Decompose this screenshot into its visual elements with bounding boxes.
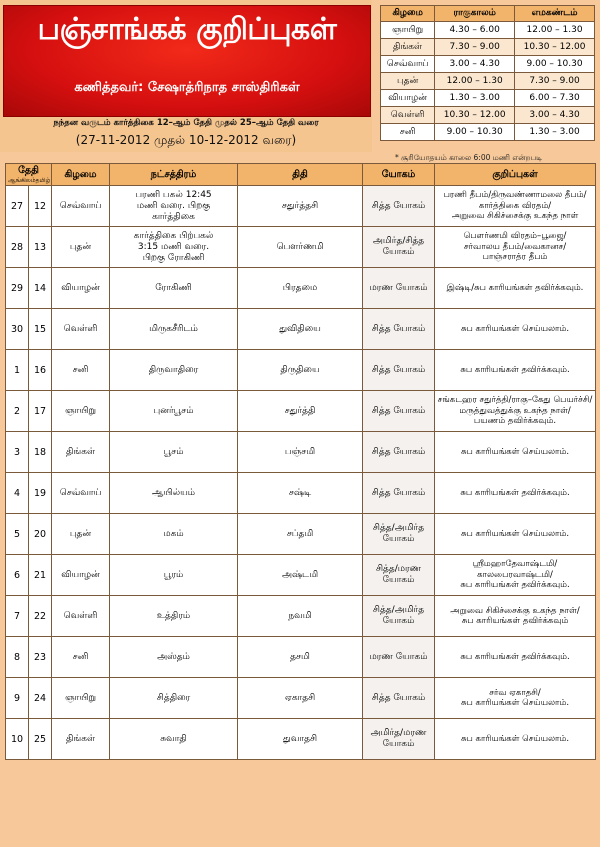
cell-star: உத்திரம் bbox=[110, 596, 238, 637]
cell-tam: 23 bbox=[29, 637, 52, 678]
cell-eng: 5 bbox=[6, 514, 29, 555]
cell-yogam: மரண யோகம் bbox=[363, 268, 435, 309]
rahu-cell-day: ஞாயிறு bbox=[381, 22, 435, 39]
cell-notes: ஸ்ரீமஹாதேவாஷ்டமி/காலபைரவாஷ்டமி/ சுப காரியங்கள் தவிர்க்கவும். bbox=[435, 555, 596, 596]
rahu-cell-day: வியாழன் bbox=[381, 90, 435, 107]
cell-yogam: சித்த யோகம் bbox=[363, 432, 435, 473]
cell-tam: 20 bbox=[29, 514, 52, 555]
cell-tam: 16 bbox=[29, 350, 52, 391]
cell-notes: பௌர்ணமி விரதம்–பூஜை/ சர்வாலய தீபம்/வைகானச/ பாஞ்சராத்ர தீபம் bbox=[435, 227, 596, 268]
cell-eng: 27 bbox=[6, 186, 29, 227]
cell-eng: 29 bbox=[6, 268, 29, 309]
cell-yogam: சித்த யோகம் bbox=[363, 678, 435, 719]
table-row bbox=[6, 637, 596, 678]
rahu-kalam-table bbox=[380, 5, 595, 141]
rahu-row bbox=[381, 90, 595, 107]
cell-star: கார்த்திகை பிற்பகல் 3:15 மணி வரை. பிறகு ரோகிணி bbox=[110, 227, 238, 268]
cell-eng: 4 bbox=[6, 473, 29, 514]
rahu-cell-rahu: 3.00 – 4.30 bbox=[435, 56, 515, 73]
rahu-cell-rahu: 10.30 – 12.00 bbox=[435, 107, 515, 124]
table-row bbox=[6, 514, 596, 555]
cell-day: ஞாயிறு bbox=[52, 678, 110, 719]
cell-yogam: சித்த யோகம் bbox=[363, 309, 435, 350]
table-row bbox=[6, 473, 596, 514]
rahu-cell-day: திங்கள் bbox=[381, 39, 435, 56]
cell-yogam: சித்த/மரண யோகம் bbox=[363, 555, 435, 596]
cell-day: சனி bbox=[52, 350, 110, 391]
cell-yogam: சித்த யோகம் bbox=[363, 186, 435, 227]
cell-tithi: துவிதியை bbox=[238, 309, 363, 350]
cell-notes: சுப காரியங்கள் செய்யலாம். bbox=[435, 719, 596, 760]
cell-tam: 17 bbox=[29, 391, 52, 432]
cell-day: வியாழன் bbox=[52, 268, 110, 309]
cell-day: ஞாயிறு bbox=[52, 391, 110, 432]
rahu-cell-rahu: 12.00 – 1.30 bbox=[435, 73, 515, 90]
cell-notes: சுப காரியங்கள் செய்யலாம். bbox=[435, 514, 596, 555]
cell-tam: 25 bbox=[29, 719, 52, 760]
cell-tithi: பஞ்சமி bbox=[238, 432, 363, 473]
cell-tithi: நவமி bbox=[238, 596, 363, 637]
table-row bbox=[6, 309, 596, 350]
cell-yogam: சித்த/அமிர்த யோகம் bbox=[363, 596, 435, 637]
cell-tam: 13 bbox=[29, 227, 52, 268]
rahu-cell-day: புதன் bbox=[381, 73, 435, 90]
cell-star: பரணி பகல் 12:45 மணி வரை. பிறகு கார்த்திகை bbox=[110, 186, 238, 227]
rahu-cell-day: செவ்வாய் bbox=[381, 56, 435, 73]
col-notes: குறிப்புகள் bbox=[435, 164, 596, 186]
rahu-cell-ema: 12.00 – 1.30 bbox=[515, 22, 595, 39]
cell-day: செவ்வாய் bbox=[52, 186, 110, 227]
cell-tithi: தசமி bbox=[238, 637, 363, 678]
rahu-cell-ema: 9.00 – 10.30 bbox=[515, 56, 595, 73]
cell-notes: சுப காரியங்கள் செய்யலாம். bbox=[435, 309, 596, 350]
cell-yogam: சித்த யோகம் bbox=[363, 350, 435, 391]
cell-notes: அறுவை சிகிச்சைக்கு உகந்த நாள்/ சுப காரியங்கள் தவிர்க்கவும் bbox=[435, 596, 596, 637]
astrologer-credit: கணித்தவர்: சேஷாத்ரிநாத சாஸ்திரிகள் bbox=[74, 80, 300, 95]
cell-star: சித்திரை bbox=[110, 678, 238, 719]
rahu-cell-rahu: 9.00 – 10.30 bbox=[435, 124, 515, 141]
cell-yogam: சித்த/அமிர்த யோகம் bbox=[363, 514, 435, 555]
table-row bbox=[6, 186, 596, 227]
cell-star: பூரம் bbox=[110, 555, 238, 596]
page-title: பஞ்சாங்கக் குறிப்புகள் bbox=[37, 12, 337, 47]
rahu-row bbox=[381, 107, 595, 124]
rahu-cell-rahu: 4.30 – 6.00 bbox=[435, 22, 515, 39]
cell-notes: சர்வ ஏகாதசி/ சுப காரியங்கள் செய்யலாம். bbox=[435, 678, 596, 719]
table-row bbox=[6, 391, 596, 432]
rahu-row bbox=[381, 56, 595, 73]
rahu-cell-rahu: 1.30 – 3.00 bbox=[435, 90, 515, 107]
cell-tam: 19 bbox=[29, 473, 52, 514]
cell-eng: 6 bbox=[6, 555, 29, 596]
col-date-label: தேதி bbox=[18, 164, 39, 176]
col-date-eng: ஆங்கிலம் bbox=[8, 176, 36, 184]
rahu-cell-day: சனி bbox=[381, 124, 435, 141]
cell-star: மகம் bbox=[110, 514, 238, 555]
cell-day: வெள்ளி bbox=[52, 596, 110, 637]
panchangam-table bbox=[5, 163, 596, 760]
rahu-cell-ema: 10.30 – 12.00 bbox=[515, 39, 595, 56]
table-row bbox=[6, 432, 596, 473]
cell-eng: 8 bbox=[6, 637, 29, 678]
cell-eng: 10 bbox=[6, 719, 29, 760]
rahu-col-ema: எமகண்டம் bbox=[515, 6, 595, 22]
cell-tithi: அஷ்டமி bbox=[238, 555, 363, 596]
rahu-cell-ema: 1.30 – 3.00 bbox=[515, 124, 595, 141]
cell-tithi: பௌர்ணமி bbox=[238, 227, 363, 268]
cell-eng: 30 bbox=[6, 309, 29, 350]
cell-yogam: சித்த யோகம் bbox=[363, 473, 435, 514]
cell-star: ரோகிணி bbox=[110, 268, 238, 309]
table-row bbox=[6, 268, 596, 309]
col-star: நட்சத்திரம் bbox=[110, 164, 238, 186]
rahu-cell-day: வெள்ளி bbox=[381, 107, 435, 124]
cell-yogam: சித்த யோகம் bbox=[363, 391, 435, 432]
cell-yogam: மரண யோகம் bbox=[363, 637, 435, 678]
period-subtitle: நந்தன வருடம் கார்த்திகை 12–ஆம் தேதி முதல் 25–ஆம் தேதி வரை bbox=[53, 118, 319, 128]
rahu-row bbox=[381, 39, 595, 56]
table-row bbox=[6, 719, 596, 760]
cell-tam: 24 bbox=[29, 678, 52, 719]
cell-eng: 2 bbox=[6, 391, 29, 432]
cell-eng: 9 bbox=[6, 678, 29, 719]
cell-tam: 22 bbox=[29, 596, 52, 637]
header bbox=[0, 0, 372, 152]
rahu-cell-rahu: 7.30 – 9.00 bbox=[435, 39, 515, 56]
cell-tithi: சஷ்டி bbox=[238, 473, 363, 514]
cell-day: புதன் bbox=[52, 227, 110, 268]
rahu-row bbox=[381, 22, 595, 39]
cell-star: மிருகசீரிடம் bbox=[110, 309, 238, 350]
cell-notes: சுப காரியங்கள் தவிர்க்கவும். bbox=[435, 350, 596, 391]
cell-notes: சுப காரியங்கள் தவிர்க்கவும். bbox=[435, 637, 596, 678]
table-row bbox=[6, 350, 596, 391]
cell-tithi: சதுர்த்தி bbox=[238, 391, 363, 432]
cell-day: திங்கள் bbox=[52, 432, 110, 473]
table-row bbox=[6, 596, 596, 637]
title-banner bbox=[3, 5, 371, 117]
cell-yogam: அமிர்த/மரண யோகம் bbox=[363, 719, 435, 760]
cell-notes: சங்கடஹர சதுர்த்தி/ராகு–கேது பெயர்ச்சி/ மருத்துவத்துக்கு உகந்த நாள்/ பயணம் தவிர்க்கவும். bbox=[435, 391, 596, 432]
rahu-cell-ema: 3.00 – 4.30 bbox=[515, 107, 595, 124]
table-row bbox=[6, 555, 596, 596]
col-date bbox=[6, 164, 52, 186]
col-day: கிழமை bbox=[52, 164, 110, 186]
cell-eng: 7 bbox=[6, 596, 29, 637]
rahu-cell-ema: 7.30 – 9.00 bbox=[515, 73, 595, 90]
cell-star: புனர்பூசம் bbox=[110, 391, 238, 432]
cell-day: வெள்ளி bbox=[52, 309, 110, 350]
rahu-col-day: கிழமை bbox=[381, 6, 435, 22]
cell-eng: 1 bbox=[6, 350, 29, 391]
col-yogam: யோகம் bbox=[363, 164, 435, 186]
cell-day: திங்கள் bbox=[52, 719, 110, 760]
cell-tam: 21 bbox=[29, 555, 52, 596]
cell-notes: பரணி தீபம்/திருவண்ணாமலை தீபம்/ கார்த்திகை விரதம்/ அறுவை சிகிச்சைக்கு உகந்த நாள் bbox=[435, 186, 596, 227]
table-row bbox=[6, 678, 596, 719]
cell-eng: 28 bbox=[6, 227, 29, 268]
cell-tithi: பிரதமை bbox=[238, 268, 363, 309]
cell-star: ஆயில்யம் bbox=[110, 473, 238, 514]
cell-star: சுவாதி bbox=[110, 719, 238, 760]
main-header-row bbox=[6, 164, 596, 186]
col-date-tam: தமிழ் bbox=[35, 176, 51, 184]
cell-tithi: சப்தமி bbox=[238, 514, 363, 555]
cell-day: சனி bbox=[52, 637, 110, 678]
cell-notes: இஷ்டி/சுப காரியங்கள் தவிர்க்கவும். bbox=[435, 268, 596, 309]
cell-eng: 3 bbox=[6, 432, 29, 473]
cell-tam: 14 bbox=[29, 268, 52, 309]
cell-notes: சுப காரியங்கள் தவிர்க்கவும். bbox=[435, 473, 596, 514]
table-row bbox=[6, 227, 596, 268]
cell-yogam: அமிர்த/சித்த யோகம் bbox=[363, 227, 435, 268]
col-tithi: திதி bbox=[238, 164, 363, 186]
cell-tam: 18 bbox=[29, 432, 52, 473]
cell-star: அஸ்தம் bbox=[110, 637, 238, 678]
cell-day: வியாழன் bbox=[52, 555, 110, 596]
cell-star: பூசம் bbox=[110, 432, 238, 473]
rahu-row bbox=[381, 73, 595, 90]
cell-tithi: சதுர்த்தசி bbox=[238, 186, 363, 227]
cell-tithi: திருதியை bbox=[238, 350, 363, 391]
cell-tithi: துவாதசி bbox=[238, 719, 363, 760]
cell-tithi: ஏகாதசி bbox=[238, 678, 363, 719]
sunrise-footnote: * சூரியோதயம் காலை 6:00 மணி என்றபடி bbox=[395, 153, 543, 162]
date-range: (27-11-2012 முதல் 10-12-2012 வரை) bbox=[75, 133, 297, 147]
cell-day: புதன் bbox=[52, 514, 110, 555]
rahu-col-rahu: ராகுகாலம் bbox=[435, 6, 515, 22]
cell-notes: சுப காரியங்கள் செய்யலாம். bbox=[435, 432, 596, 473]
rahu-row bbox=[381, 124, 595, 141]
cell-tam: 12 bbox=[29, 186, 52, 227]
rahu-cell-ema: 6.00 – 7.30 bbox=[515, 90, 595, 107]
cell-day: செவ்வாய் bbox=[52, 473, 110, 514]
cell-star: திருவாதிரை bbox=[110, 350, 238, 391]
rahu-header-row bbox=[381, 6, 595, 22]
cell-tam: 15 bbox=[29, 309, 52, 350]
